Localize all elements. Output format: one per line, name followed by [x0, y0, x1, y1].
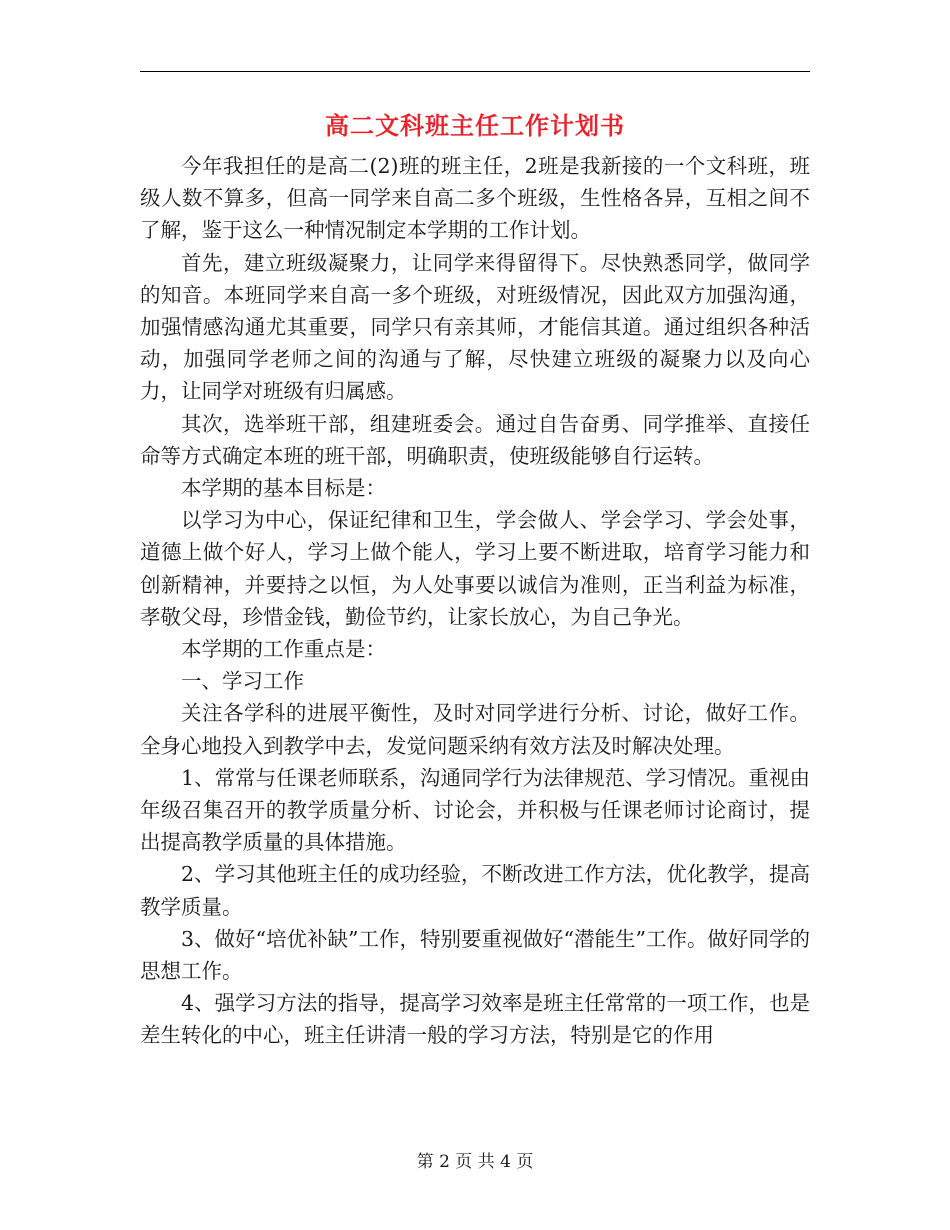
list-item: 1、常常与任课老师联系，沟通同学行为法律规范、学习情况。重视由年级召集召开的教学质量分析、讨论会，并积极与任课老师讨论商讨，提出提高教学质量的具体措施。: [140, 765, 810, 855]
section-heading: 一、学习工作: [181, 669, 304, 694]
document-title: 高二文科班主任工作计划书: [325, 111, 625, 140]
paragraph: 首先，建立班级凝聚力，让同学来得留得下。尽快熟悉同学，做同学的知音。本班同学来自高一多个班级，对班级情况，因此双方加强沟通，加强情感沟通尤其重要，同学只有亲其师，才能信其道。通过组织各种活动，加强同学老师之间的沟通与了解，尽快建立班级的凝聚力以及向心力，让同学对班级有归属感。: [140, 250, 810, 404]
paragraph: 今年我担任的是高二(2)班的班主任，2班是我新接的一个文科班，班级人数不算多，但高一同学来自高二多个班级，生性格各异，互相之间不了解，鉴于这么一种情况制定本学期的工作计划。: [140, 154, 810, 243]
page-number: 第 2 页 共 4 页: [416, 1152, 534, 1172]
document-body: [140, 150, 810, 1052]
paragraph: 本学期的基本目标是：: [181, 476, 386, 501]
list-item: 4、强学习方法的指导，提高学习效率是班主任常常的一项工作，也是差生转化的中心，班主任讲清一般的学习方法，特别是它的作用: [140, 991, 810, 1048]
paragraph: 关注各学科的进展平衡性，及时对同学进行分析、讨论，做好工作。全身心地投入到教学中去，发觉问题采纳有效方法及时解决处理。: [140, 701, 810, 758]
paragraph: 本学期的工作重点是：: [181, 637, 386, 662]
paragraph: 其次，选举班干部，组建班委会。通过自告奋勇、同学推举、直接任命等方式确定本班的班干部，明确职责，使班级能够自行运转。: [140, 411, 810, 468]
paragraph: 以学习为中心，保证纪律和卫生，学会做人、学会学习、学会处事，道德上做个好人，学习上做个能人，学习上要不断进取，培育学习能力和创新精神，并要持之以恒，为人处事要以诚信为准则，正当利益为标准，孝敬父母，珍惜金钱，勤俭节约，让家长放心，为自己争光。: [140, 508, 810, 629]
list-item: 3、做好“培优补缺”工作，特别要重视做好“潜能生”工作。做好同学的思想工作。: [140, 926, 810, 984]
header-rule: [140, 71, 810, 72]
list-item: 2、学习其他班主任的成功经验，不断改进工作方法，优化教学，提高教学质量。: [140, 862, 810, 919]
